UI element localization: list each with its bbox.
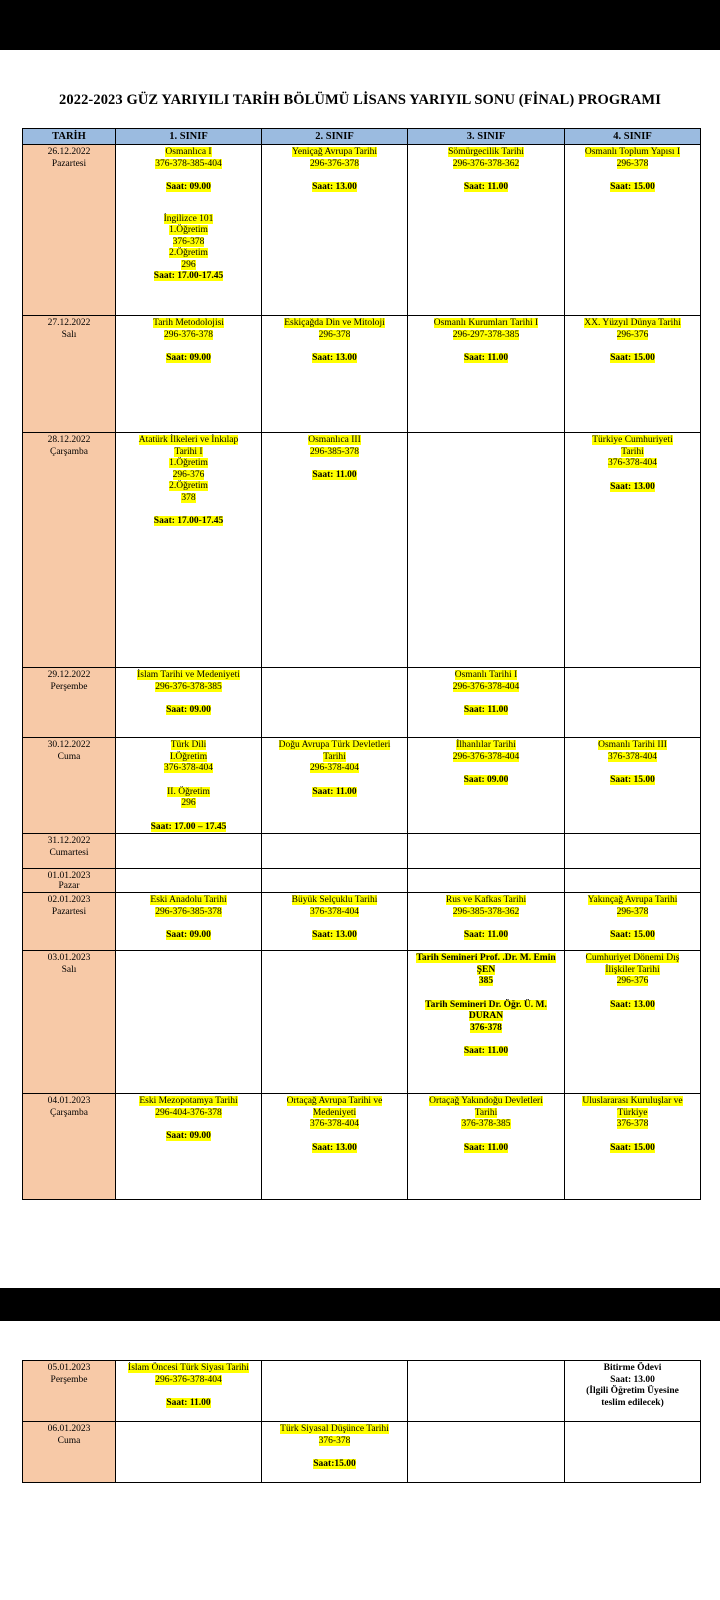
table-row <box>23 951 701 1094</box>
date-cell <box>23 1422 116 1483</box>
course-rooms: 296-297-378-385 <box>452 329 520 340</box>
course-name: Doğu Avrupa Türk Devletleri <box>278 740 391 750</box>
course-name-cont: Tarihi <box>474 1107 498 1118</box>
date-cell <box>23 1361 116 1422</box>
weekday: Salı <box>61 329 77 340</box>
weekday: Perşembe <box>50 1374 88 1385</box>
class-2-cell <box>262 1094 408 1200</box>
date: 30.12.2022 <box>47 740 91 750</box>
header-class-1: 1. SINIF <box>116 129 262 145</box>
weekday: Çarşamba <box>50 1107 88 1118</box>
session-label: 1.Öğretim <box>169 225 208 235</box>
course-rooms: 376-378 <box>616 1119 649 1129</box>
course-time: Saat: 13.00 <box>610 999 655 1010</box>
date-cell <box>23 869 116 893</box>
header-row <box>23 129 701 145</box>
class-3-cell <box>408 951 565 1094</box>
course-name: Uluslararası Kuruluşlar ve <box>582 1096 683 1106</box>
class-3-cell <box>408 1094 565 1200</box>
top-black-bar <box>0 0 720 50</box>
course-name: Osmanlıca I <box>165 147 212 157</box>
class-4-cell <box>565 738 701 834</box>
course-rooms: 296-378 <box>318 329 351 340</box>
weekday: Pazartesi <box>51 906 87 917</box>
course-rooms: 296-378 <box>616 906 649 917</box>
class-3-cell <box>408 869 565 893</box>
class-2-cell <box>262 893 408 951</box>
course-rooms: 296-404-376-378 <box>155 1107 222 1118</box>
session-rooms: 376-378 <box>172 236 205 247</box>
page-title: 2022-2023 GÜZ YARIYILI TARİH BÖLÜMÜ LİSANS YARIYIL SONU (FİNAL) PROGRAMI <box>59 92 661 108</box>
date-cell <box>23 893 116 951</box>
date-cell <box>23 668 116 738</box>
course-time: Saat: 13.00 <box>312 182 357 192</box>
course-name: Eskiçağda Din ve Mitoloji <box>284 318 385 328</box>
course-name: Büyük Selçuklu Tarihi <box>291 895 378 905</box>
session-label: I.Öğretim <box>169 751 208 762</box>
course-rooms: 296-385-378 <box>309 446 360 457</box>
course-name: İslam Tarihi ve Medeniyeti <box>137 670 240 680</box>
class-1-cell <box>116 951 262 1094</box>
course-time: Saat: 17.00-17.45 <box>153 516 224 526</box>
course-time: Saat: 11.00 <box>463 705 509 715</box>
class-1-cell <box>116 433 262 668</box>
course-name: Rus ve Kafkas Tarihi <box>445 895 527 905</box>
class-4-cell <box>565 834 701 869</box>
class-4-cell <box>565 1361 701 1422</box>
table-row <box>23 1361 701 1422</box>
date: 03.01.2023 <box>47 953 91 963</box>
course-name-cont: Tarihi <box>323 751 346 762</box>
course-rooms: 376-378-385-404 <box>155 158 222 169</box>
course-name: XX. Yüzyıl Dünya Tarihi <box>584 318 681 328</box>
course-name: Ortaçağ Avrupa Tarihi ve <box>286 1096 383 1106</box>
date-cell <box>23 145 116 316</box>
course-name: Tarih Metodolojisi <box>153 318 224 328</box>
seminar-name: Tarih Semineri Dr. Öğr. Ü. M. <box>425 999 547 1010</box>
class-2-cell <box>262 316 408 433</box>
class-1-cell <box>116 1422 262 1483</box>
course-name: Ortaçağ Yakındoğu Devletleri <box>429 1096 543 1106</box>
weekday: Cumartesi <box>49 847 89 858</box>
date-cell <box>23 433 116 668</box>
class-2-cell <box>262 869 408 893</box>
course-rooms: 296-385-378-362 <box>452 906 520 917</box>
course-time: Saat: 11.00 <box>463 930 509 940</box>
course-time: Saat: 13.00 <box>312 1142 357 1153</box>
graduation-project-note: (İlgili Öğretim Üyesine <box>586 1386 679 1396</box>
course-name: Eski Anadolu Tarihi <box>150 895 227 905</box>
course-time: Saat: 15.00 <box>610 775 655 785</box>
session-rooms: 378 <box>181 492 196 503</box>
class-3-cell <box>408 1361 565 1422</box>
course-name-cont: Türkiye <box>617 1107 648 1118</box>
date: 04.01.2023 <box>47 1096 91 1106</box>
table-row <box>23 893 701 951</box>
course-time: Saat:15.00 <box>313 1459 356 1469</box>
table-row <box>23 834 701 869</box>
course-rooms: 296-376-378 <box>309 158 360 169</box>
class-2-cell <box>262 1361 408 1422</box>
class-2-cell <box>262 834 408 869</box>
course-rooms: 376-378-404 <box>309 906 360 917</box>
course-name: Osmanlı Toplum Yapısı I <box>584 147 681 157</box>
session-rooms: 376-378-404 <box>163 763 214 773</box>
course-name: İlhanlılar Tarihi <box>456 740 516 750</box>
course-name: Yakınçağ Avrupa Tarihi <box>587 895 678 905</box>
seminar-name: Tarih Semineri Prof. .Dr. M. Emin <box>416 953 556 963</box>
course-name: Osmanlı Tarihi I <box>454 670 518 680</box>
weekday: Cuma <box>57 751 81 762</box>
date-cell <box>23 1094 116 1200</box>
header-date: TARİH <box>23 129 116 145</box>
course-rooms: 296-378-404 <box>309 763 360 773</box>
date: 26.12.2022 <box>47 147 91 157</box>
header-class-4: 4. SINIF <box>565 129 701 145</box>
class-1-cell <box>116 869 262 893</box>
class-3-cell <box>408 1422 565 1483</box>
course-name: Osmanlıca III <box>308 435 361 445</box>
course-time: Saat: 15.00 <box>610 353 655 363</box>
class-1-cell <box>116 834 262 869</box>
course-name-cont: Medeniyeti <box>312 1107 357 1118</box>
course-name: Osmanlı Tarihi III <box>598 740 667 750</box>
course-name: Osmanlı Kurumları Tarihi I <box>433 318 539 328</box>
course-rooms: 376-378-404 <box>309 1119 360 1129</box>
course-name: Yeniçağ Avrupa Tarihi <box>291 147 378 157</box>
table-row <box>23 316 701 433</box>
course-rooms: 296-376 <box>616 329 649 340</box>
class-1-cell <box>116 1361 262 1422</box>
table-row <box>23 1422 701 1483</box>
date: 06.01.2023 <box>47 1424 91 1434</box>
course-time: Saat: 11.00 <box>463 1142 509 1153</box>
course-name: Türk Siyasal Düşünce Tarihi <box>280 1424 389 1434</box>
date: 01.01.2023 <box>47 871 91 881</box>
course-rooms: 376-378 <box>318 1435 351 1446</box>
course-time: Saat: 15.00 <box>610 182 655 192</box>
course-rooms: 296-378 <box>616 158 649 169</box>
course-rooms: 296-376-378-404 <box>452 751 520 762</box>
class-3-cell <box>408 893 565 951</box>
course-name: Cumhuriyet Dönemi Dış <box>585 953 680 963</box>
exam-schedule-table <box>22 128 701 1200</box>
table-row <box>23 433 701 668</box>
class-1-cell <box>116 145 262 316</box>
session-rooms: 296 <box>181 259 196 270</box>
date-cell <box>23 316 116 433</box>
course-name: Atatürk İlkeleri ve İnkılap <box>138 435 239 445</box>
course-rooms: 296-376-385-378 <box>155 906 222 917</box>
course-time: Saat: 13.00 <box>610 481 655 492</box>
seminar-lecturer: DURAN <box>468 1011 504 1021</box>
course-time: Saat: 09.00 <box>166 1131 211 1141</box>
date-cell <box>23 738 116 834</box>
extra-course-name: İngilizce 101 <box>163 213 214 224</box>
class-1-cell <box>116 738 262 834</box>
class-4-cell <box>565 893 701 951</box>
course-rooms: 296-376-378-362 <box>452 158 520 169</box>
course-time: Saat: 11.00 <box>463 1046 509 1056</box>
date: 29.12.2022 <box>47 670 91 680</box>
seminar-lecturer: ŞEN <box>476 964 496 975</box>
session-label: 2.Öğretim <box>169 481 208 491</box>
class-3-cell <box>408 316 565 433</box>
class-1-cell <box>116 668 262 738</box>
date: 05.01.2023 <box>47 1363 91 1373</box>
course-time: Saat: 15.00 <box>610 930 655 940</box>
course-name: Eski Mezopotamya Tarihi <box>139 1096 238 1106</box>
session-label: 1.Öğretim <box>169 458 208 468</box>
weekday: Salı <box>61 964 77 975</box>
date-cell <box>23 834 116 869</box>
class-3-cell <box>408 145 565 316</box>
course-time: Saat: 15.00 <box>610 1142 655 1153</box>
course-name-cont: İlişkiler Tarihi <box>605 964 660 975</box>
weekday: Pazartesi <box>51 158 87 169</box>
table-row <box>23 738 701 834</box>
weekday: Perşembe <box>50 681 88 692</box>
class-3-cell <box>408 834 565 869</box>
session-rooms: 296-376 <box>172 469 205 480</box>
class-3-cell <box>408 668 565 738</box>
course-name: Türkiye Cumhuriyeti <box>592 435 673 445</box>
course-time: Saat: 09.00 <box>166 930 211 940</box>
date: 27.12.2022 <box>47 318 91 328</box>
class-2-cell <box>262 1422 408 1483</box>
course-rooms: 296-376-378-404 <box>155 1374 222 1385</box>
course-time: Saat: 09.00 <box>166 182 211 192</box>
class-3-cell <box>408 738 565 834</box>
graduation-project-title: Bitirme Ödevi <box>603 1363 662 1373</box>
course-time: Saat: 17.00 – 17.45 <box>150 821 227 832</box>
course-name: Türk Dili <box>170 740 207 750</box>
course-rooms: 296-376-378-404 <box>452 681 520 692</box>
session-label: II. Öğretim <box>167 786 210 797</box>
class-1-cell <box>116 1094 262 1200</box>
seminar-rooms: 376-378 <box>470 1022 502 1033</box>
weekday: Cuma <box>57 1435 81 1446</box>
table-row <box>23 145 701 316</box>
course-rooms: 376-378-404 <box>607 751 658 762</box>
weekday: Çarşamba <box>50 446 88 457</box>
class-4-cell <box>565 869 701 893</box>
graduation-project-note-cont: teslim edilecek) <box>601 1397 664 1408</box>
course-rooms: 376-378-404 <box>607 458 658 468</box>
course-rooms: 376-378-385 <box>461 1119 511 1129</box>
class-2-cell <box>262 433 408 668</box>
course-name: Sömürgecilik Tarihi <box>448 147 524 157</box>
exam-schedule-table-continued <box>22 1360 701 1483</box>
class-4-cell <box>565 1422 701 1483</box>
course-time: Saat: 09.00 <box>463 775 509 785</box>
course-name: İslam Öncesi Türk Siyası Tarihi <box>128 1363 249 1373</box>
course-time: Saat: 09.00 <box>166 353 211 363</box>
header-class-2: 2. SINIF <box>262 129 408 145</box>
course-rooms: 296-376-378 <box>163 329 214 340</box>
class-4-cell <box>565 145 701 316</box>
page-break-black-bar <box>0 1288 720 1321</box>
table-row <box>23 668 701 738</box>
table-row <box>23 1094 701 1200</box>
date: 31.12.2022 <box>47 836 91 846</box>
date: 02.01.2023 <box>47 895 91 905</box>
class-2-cell <box>262 738 408 834</box>
course-rooms: 296-376 <box>616 976 649 986</box>
graduation-project-time: Saat: 13.00 <box>610 1374 655 1385</box>
course-time: Saat: 09.00 <box>166 705 211 715</box>
class-4-cell <box>565 316 701 433</box>
class-3-cell <box>408 433 565 668</box>
class-1-cell <box>116 893 262 951</box>
class-2-cell <box>262 951 408 1094</box>
table-row <box>23 869 701 893</box>
course-name-cont: Tarihi <box>621 446 644 457</box>
course-time: Saat: 11.00 <box>166 1398 211 1408</box>
class-2-cell <box>262 145 408 316</box>
class-4-cell <box>565 951 701 1094</box>
course-time: Saat: 13.00 <box>312 930 357 940</box>
weekday: Pazar <box>58 881 80 891</box>
course-time: Saat: 11.00 <box>312 786 357 797</box>
date: 28.12.2022 <box>47 435 91 445</box>
session-rooms: 296 <box>181 798 196 808</box>
course-time: Saat: 11.00 <box>312 470 357 480</box>
course-rooms: 296-376-378-385 <box>155 681 222 692</box>
extra-course-time: Saat: 17.00-17.45 <box>153 271 224 281</box>
session-label: 2.Öğretim <box>169 248 208 258</box>
class-4-cell <box>565 668 701 738</box>
header-class-3: 3. SINIF <box>408 129 565 145</box>
date-cell <box>23 951 116 1094</box>
course-time: Saat: 11.00 <box>463 182 509 192</box>
class-4-cell <box>565 1094 701 1200</box>
class-2-cell <box>262 668 408 738</box>
course-time: Saat: 11.00 <box>463 353 509 363</box>
course-name-cont: Tarihi I <box>174 446 203 457</box>
class-1-cell <box>116 316 262 433</box>
course-time: Saat: 13.00 <box>312 353 357 363</box>
class-4-cell <box>565 433 701 668</box>
seminar-rooms: 385 <box>478 976 494 986</box>
